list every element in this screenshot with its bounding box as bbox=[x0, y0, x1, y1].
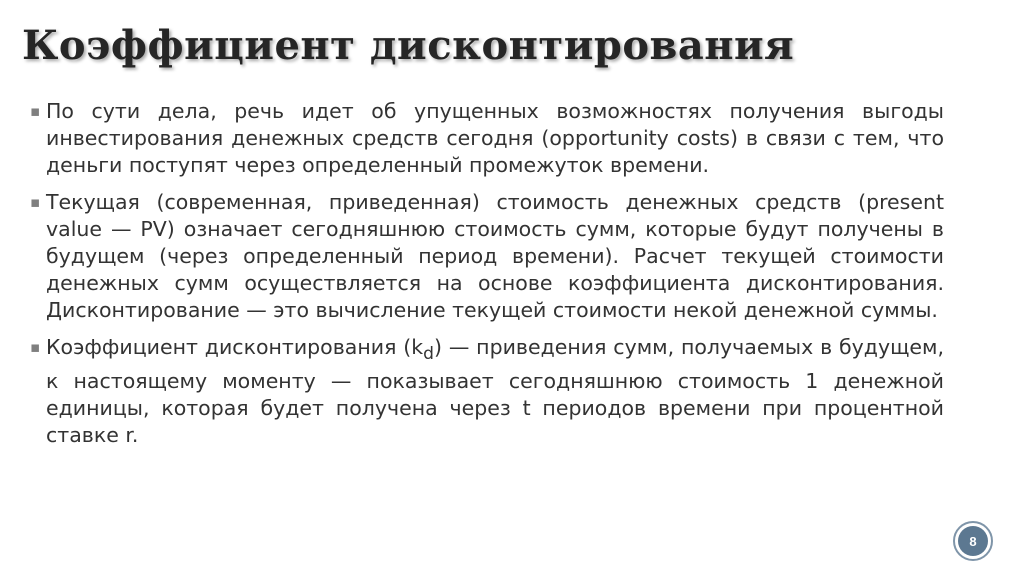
page-number-badge bbox=[953, 521, 993, 561]
bullet-text: По сути дела, речь идет об упущенных возможностях получения выгоды инвестирования денежных средств сегодня (opportunity costs) в связи с тем, что деньги поступят через определенный промежуток времени. bbox=[46, 99, 944, 177]
page-number: 8 bbox=[969, 533, 977, 549]
bullet-square-icon: ▪ bbox=[30, 102, 41, 120]
bullet-item bbox=[30, 98, 944, 179]
bullet-item bbox=[30, 334, 944, 449]
page-number-circle bbox=[958, 526, 988, 556]
slide-title: Коэффициент дисконтирования bbox=[22, 22, 795, 69]
bullet-text-end: ) — приведения сумм, получаемых в будущем, к настоящему моменту — показывает сегодняшнюю стоимость 1 денежной единицы, которая будет получена через t периодов времени при процентной ставке r. bbox=[46, 335, 944, 448]
bullet-text-start: Коэффициент дисконтирования (k bbox=[46, 335, 424, 359]
bullet-item bbox=[30, 189, 944, 324]
bullet-square-icon: ▪ bbox=[30, 338, 41, 356]
bullet-square-icon: ▪ bbox=[30, 193, 41, 211]
bullet-text: Текущая (современная, приведенная) стоимость денежных средств (present value — PV) означает сегодняшнюю стоимость сумм, которые будут получены в будущем (через определенный период времени). Расчет текущей стоимости денежных сумм осуществляется на основе коэффициента дисконтирования. Дисконтирование — это вычисление текущей стоимости некой денежной суммы. bbox=[46, 190, 944, 322]
subscript-d: d bbox=[423, 344, 434, 365]
bullet-list bbox=[30, 98, 944, 459]
